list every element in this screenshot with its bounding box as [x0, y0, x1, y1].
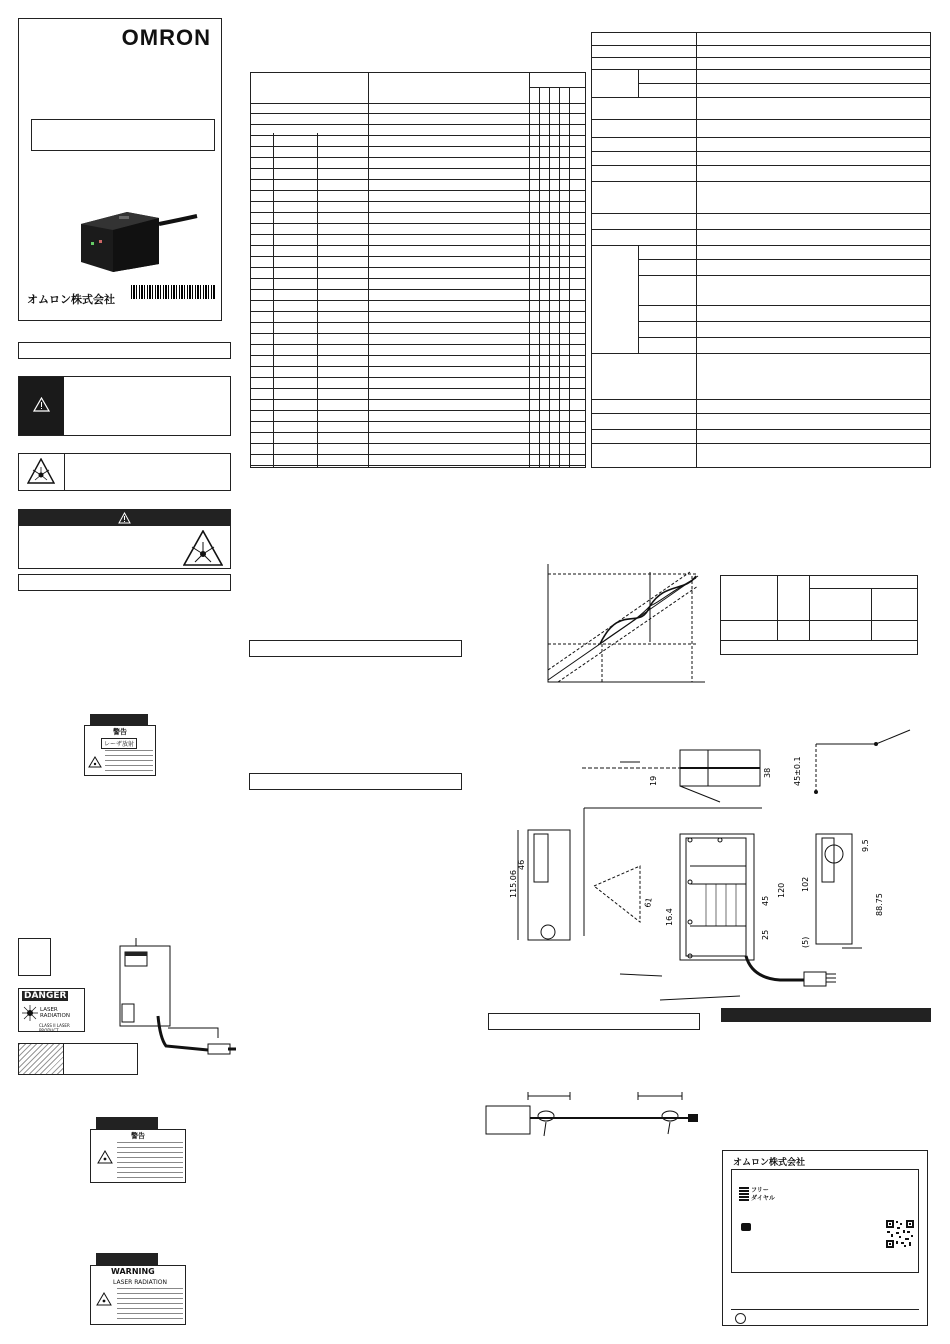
- danger-laser-icon: [22, 1005, 38, 1021]
- section-header-5: [488, 1013, 700, 1030]
- row-line: [721, 640, 917, 641]
- laser-side: [19, 454, 65, 490]
- section-header-3: [249, 640, 462, 657]
- label3-lines: [117, 1288, 183, 1322]
- product-image: [79, 194, 199, 274]
- dim-25: 25: [761, 929, 770, 940]
- warning-triangle-icon: [118, 512, 131, 524]
- laser-mini-icon-2: [97, 1150, 113, 1164]
- row-line: [721, 620, 917, 621]
- spec-table: [591, 32, 931, 468]
- contact-footer-line: [731, 1309, 919, 1310]
- warning-label3-body: [90, 1265, 186, 1325]
- spec-row: [592, 229, 930, 230]
- section-header-2: [18, 574, 231, 591]
- laser-panel: [18, 453, 231, 491]
- dark-bar: [721, 1008, 931, 1022]
- cover-panel: [18, 18, 222, 321]
- spec-row: [592, 399, 930, 400]
- spec-row: [592, 69, 930, 70]
- dim-115: 115.06: [509, 870, 518, 898]
- dim-16: 16.4: [665, 908, 674, 926]
- cover-title-box: [31, 119, 215, 151]
- caution-side: [19, 377, 64, 435]
- sensor-sketch: [108, 938, 243, 1073]
- danger-footer: CLASS II LASER PRODUCT: [39, 1023, 70, 1033]
- caution-triangle-icon: [33, 397, 50, 412]
- chat-icon: [741, 1223, 751, 1231]
- laser-hazard-icon: [27, 458, 55, 484]
- danger-title: DANGER: [24, 991, 67, 1001]
- warning-en-sub: LASER RADIATION: [113, 1279, 167, 1286]
- dim-46: 46: [517, 859, 526, 870]
- spec-row: [638, 321, 930, 322]
- col-line: [809, 576, 810, 640]
- characteristic-graph: [540, 562, 710, 687]
- spec-row: [592, 45, 930, 46]
- table-rows: [251, 103, 585, 467]
- col-line: [696, 33, 697, 467]
- label-lines: [105, 750, 153, 772]
- spec-row: [592, 181, 930, 182]
- company-name: オムロン株式会社: [27, 293, 115, 306]
- spec-row: [592, 137, 930, 138]
- spec-row: [592, 245, 930, 246]
- spec-row: [592, 119, 930, 120]
- laser-label-text: レーザ放射: [101, 738, 137, 749]
- spec-row: [592, 429, 930, 430]
- spec-row: [592, 443, 930, 444]
- spec-row: [592, 57, 930, 58]
- warning-label-en: [90, 1253, 186, 1325]
- brand-logo: OMRON: [121, 25, 211, 50]
- warning-label-body: [84, 725, 156, 776]
- warning-label-jp-2: [90, 1117, 186, 1183]
- section-header-1: [18, 342, 231, 359]
- small-table: [720, 575, 918, 655]
- dial-label: ダイヤル: [751, 1195, 775, 1202]
- col-line: [777, 576, 778, 640]
- row-line: [809, 588, 917, 589]
- spec-row: [592, 413, 930, 414]
- danger-sub: LASER RADIATION: [40, 1007, 70, 1019]
- spec-row: [638, 83, 930, 84]
- warning-label-text: 警告: [113, 728, 127, 736]
- back-company: オムロン株式会社: [733, 1158, 806, 1168]
- warning-header: [19, 510, 230, 526]
- dim-102: 102: [801, 876, 810, 892]
- spec-row: [638, 337, 930, 338]
- dim-5: (5): [801, 936, 810, 948]
- laser-hazard-icon-2: [183, 530, 223, 566]
- dim-19: 19: [649, 775, 658, 786]
- section-header-4: [249, 773, 462, 790]
- dim-45: 45±0.1: [793, 756, 802, 786]
- warning-box: [18, 509, 231, 569]
- dimension-drawing: [490, 726, 930, 1006]
- spec-row: [592, 151, 930, 152]
- warning-en-title: WARNING: [111, 1267, 155, 1276]
- dim-95: 9.5: [861, 839, 870, 852]
- warning-label-jp-1: [84, 714, 156, 776]
- spec-row: [592, 165, 930, 166]
- col-line: [871, 588, 872, 640]
- warning-label2-text: 警告: [131, 1132, 145, 1140]
- dim-38: 38: [763, 767, 772, 778]
- phone-icon: [739, 1187, 749, 1201]
- class-box: [18, 938, 51, 976]
- spec-row: [592, 353, 930, 354]
- warning-label2-body: [90, 1129, 186, 1183]
- spec-row: [592, 213, 930, 214]
- danger-label: [18, 988, 85, 1032]
- qr-code: [885, 1219, 915, 1249]
- free-label: フリー: [751, 1187, 769, 1194]
- recycle-mark: [735, 1313, 746, 1324]
- io-table: [250, 72, 586, 468]
- spec-row: [638, 259, 930, 260]
- label2-lines: [117, 1142, 183, 1178]
- laser-mini-icon-3: [96, 1292, 112, 1306]
- row-line: [529, 87, 585, 88]
- contact-panel: [722, 1150, 928, 1326]
- dim-88: 88.75: [875, 893, 884, 916]
- hatch-pattern: [19, 1044, 64, 1074]
- cable-sketch: [484, 1088, 704, 1148]
- spec-row: [592, 97, 930, 98]
- dim-120: 120: [777, 882, 786, 898]
- dim-45b: 45: [761, 895, 770, 906]
- laser-mini-icon: [88, 756, 102, 768]
- spec-row: [638, 275, 930, 276]
- dim-61: 61: [643, 896, 654, 909]
- caution-panel: [18, 376, 231, 436]
- spec-row: [638, 305, 930, 306]
- barcode: [131, 285, 215, 299]
